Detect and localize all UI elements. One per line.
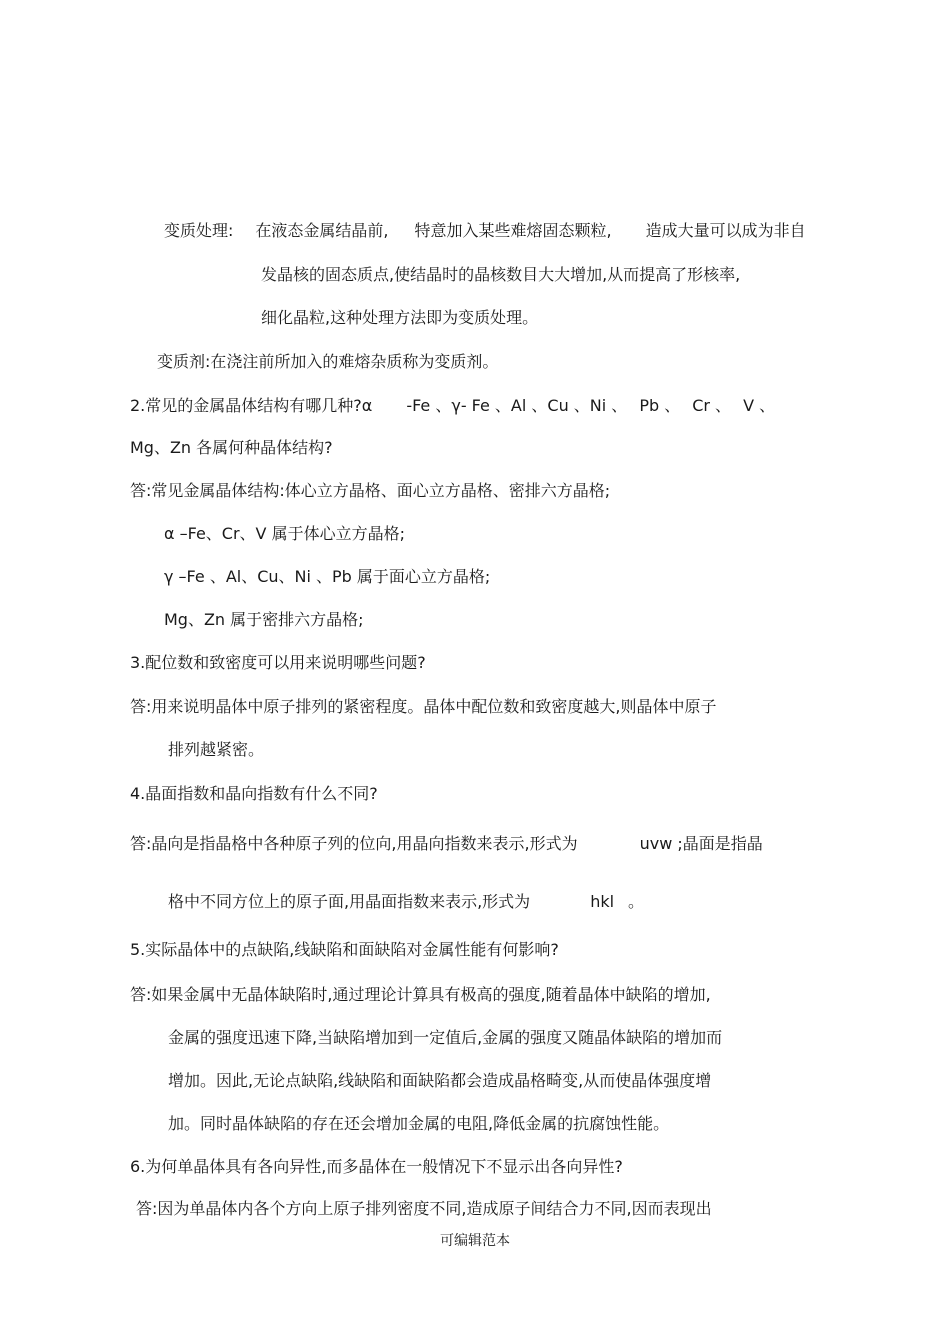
q2-question-line-1 [130,396,775,416]
q4-question: 4.晶面指数和晶向指数有什么不同? [130,784,378,803]
q5-answer-line-3: 增加。因此,无论点缺陷,线缺陷和面缺陷都会造成晶格畸变,从而使晶体强度增 [168,1071,712,1090]
q3-question: 3.配位数和致密度可以用来说明哪些问题? [130,653,426,672]
modification-def-part-b: 特意加入某些难熔固态颗粒, [414,221,612,240]
modification-def-part-c: 造成大量可以成为非自 [645,221,806,240]
q6-answer-line-1: 答:因为单晶体内各个方向上原子排列密度不同,造成原子间结合力不同,因而表现出 [136,1199,712,1218]
q2-answer-line: 答:常见金属晶体结构:体心立方晶格、面心立方晶格、密排六方晶格; [130,481,611,500]
page-footer: 可编辑范本 [440,1233,510,1249]
q5-answer-line-2: 金属的强度迅速下降,当缺陷增加到一定值后,金属的强度又随晶体缺陷的增加而 [168,1028,723,1047]
q2-question-part-e: V 、 [743,396,776,415]
q2-question-part-b: -Fe 、γ- Fe 、Al 、Cu 、Ni 、 [406,396,628,415]
q3-answer-line-2: 排列越紧密。 [168,740,265,759]
q4-answer-line-2-text: 格中不同方位上的原子面,用晶面指数来表示,形式为 [168,892,531,911]
q2-question-part-d: Cr 、 [692,396,732,415]
q3-answer-line-1: 答:用来说明晶体中原子排列的紧密程度。晶体中配位数和致密度越大,则晶体中原子 [130,697,717,716]
modification-line-1 [164,221,806,241]
q5-question: 5.实际晶体中的点缺陷,线缺陷和面缺陷对金属性能有何影响? [130,940,559,959]
q2-question-line-2: Mg、Zn 各属何种晶体结构? [130,438,333,457]
q2-answer-bcc: α –Fe、Cr、V 属于体心立方晶格; [164,524,405,543]
modification-term: 变质处理: [164,221,234,240]
q4-answer-line-2-end: 。 [628,892,645,911]
q6-question: 6.为何单晶体具有各向异性,而多晶体在一般情况下不显示出各向异性? [130,1157,623,1176]
q4-crystal-direction-notation: uvw ;晶面是指晶 [639,834,763,853]
q2-answer-fcc: γ –Fe 、Al、Cu、Ni 、Pb 属于面心立方晶格; [164,567,491,586]
modification-line-2: 发晶核的固态质点,使结晶时的晶核数目大大增加,从而提高了形核率, [261,265,741,284]
modification-agent-line: 变质剂:在浇注前所加入的难熔杂质称为变质剂。 [157,352,499,371]
q4-answer-line-2 [168,892,644,912]
q4-answer-line-1-text: 答:晶向是指晶格中各种原子列的位向,用晶向指数来表示,形式为 [130,834,578,853]
q5-answer-line-1: 答:如果金属中无晶体缺陷时,通过理论计算具有极高的强度,随着晶体中缺陷的增加, [130,985,711,1004]
q2-question-part-a: 2.常见的金属晶体结构有哪几种?α [130,396,373,415]
modification-line-3: 细化晶粒,这种处理方法即为变质处理。 [261,308,539,327]
q2-answer-hcp: Mg、Zn 属于密排六方晶格; [164,610,364,629]
q4-crystal-plane-notation: hkl [590,892,615,911]
q2-question-part-c: Pb 、 [639,396,681,415]
modification-def-part-a: 在液态金属结晶前, [255,221,389,240]
q4-answer-line-1 [130,834,763,854]
q5-answer-line-4: 加。同时晶体缺陷的存在还会增加金属的电阻,降低金属的抗腐蚀性能。 [168,1114,670,1133]
